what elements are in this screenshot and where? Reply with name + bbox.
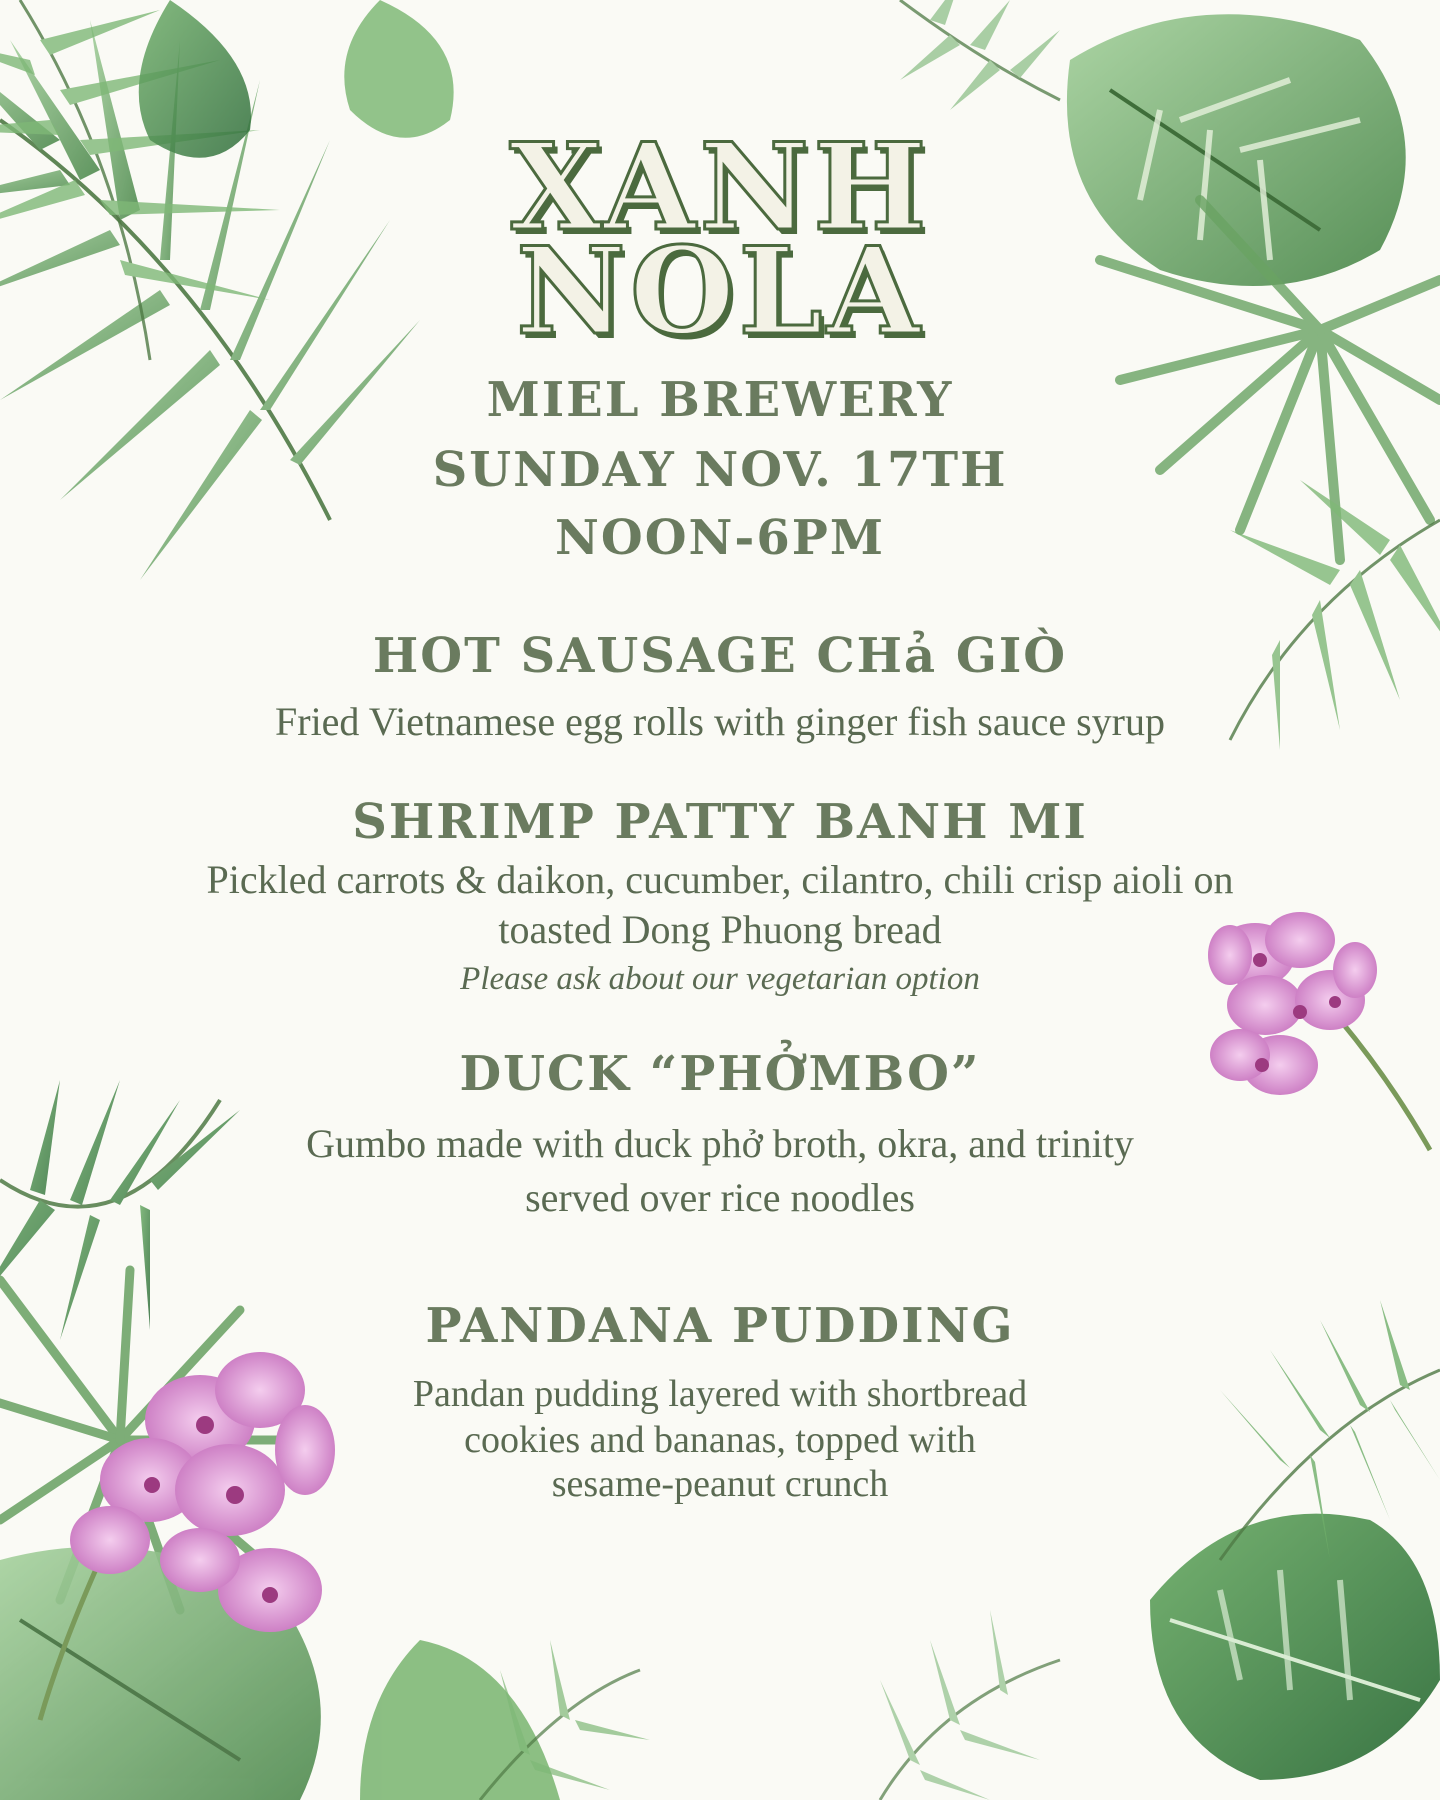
menu-item-description: served over rice noodles <box>525 1175 915 1220</box>
menu-item-description: Pandan pudding layered with shortbread <box>412 1373 1028 1415</box>
menu-item-description: Gumbo made with duck phở broth, okra, and trinity <box>306 1121 1134 1166</box>
menu-item-title: PANDANA PUDDING <box>425 1298 1015 1354</box>
menu-item-title: HOT SAUSAGE CHả GIÒ <box>372 628 1068 684</box>
menu-item-description: sesame-peanut crunch <box>551 1463 889 1505</box>
event-venue: MIEL BREWERY <box>486 372 954 428</box>
menu-item-description: Fried Vietnamese egg rolls with ginger fish sauce syrup <box>275 699 1165 744</box>
menu-item-description: toasted Dong Phuong bread <box>498 907 942 952</box>
menu-item-description: cookies and bananas, topped with <box>464 1419 976 1461</box>
event-time: NOON-6PM <box>555 510 885 566</box>
menu-item-note: Please ask about our vegetarian option <box>460 961 980 997</box>
event-title-line2: NOLA <box>516 221 924 362</box>
menu-item-title: SHRIMP PATTY BANH MI <box>352 794 1088 850</box>
event-title-line1: XANH <box>509 117 931 258</box>
event-date: SUNDAY NOV. 17TH <box>432 442 1008 498</box>
menu-item-description: Pickled carrots & daikon, cucumber, cilantro, chili crisp aioli on <box>206 857 1234 902</box>
menu-item-title: DUCK “PHỞMBO” <box>459 1046 981 1102</box>
